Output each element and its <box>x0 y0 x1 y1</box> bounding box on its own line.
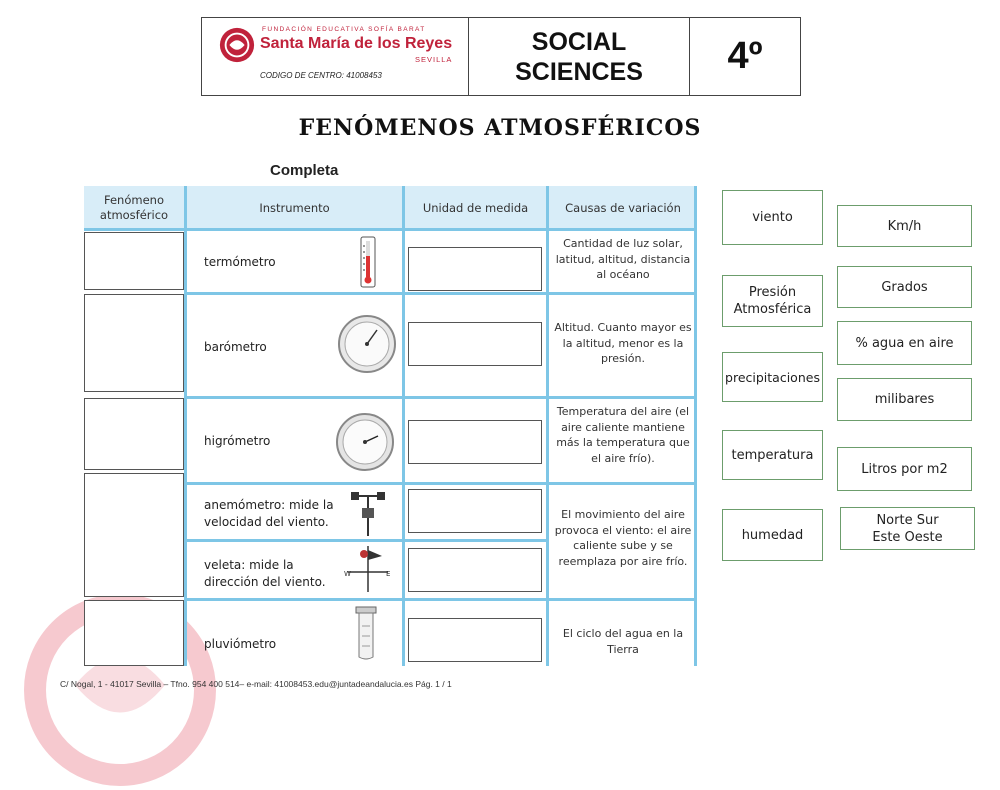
anemometer-icon <box>349 486 387 538</box>
instrument-label: veleta: mide la dirección del viento. <box>204 558 326 589</box>
cause-text: El movimiento del aire provoca el viento: el aire caliente sube y se reemplaza por aire frío. <box>554 508 692 568</box>
phenomena-table <box>84 186 697 666</box>
header-unit: Unidad de medida <box>405 186 549 230</box>
phenomenon-word-temperatura[interactable]: temperatura <box>722 430 823 480</box>
table-divider <box>694 186 697 666</box>
unit-word-agua[interactable]: % agua en aire <box>837 321 972 365</box>
hygrometer-icon <box>334 412 396 472</box>
phenomenon-answer-box[interactable] <box>84 473 184 597</box>
unit-answer-box[interactable] <box>408 322 542 366</box>
phenomenon-word-presion[interactable]: Presión Atmosférica <box>722 275 823 327</box>
foundation-name: FUNDACIÓN EDUCATIVA SOFÍA BARAT <box>262 26 426 33</box>
table-divider <box>184 186 187 666</box>
subject-name: SOCIAL SCIENCES <box>515 27 643 86</box>
table-divider <box>187 396 697 399</box>
page-footer: C/ Nogal, 1 - 41017 Sevilla – Tfno. 954 400 514– e-mail: 41008453.edu@juntadeandalucia.es Pág. 1 / 1 <box>60 679 452 689</box>
school-code: CODIGO DE CENTRO: 41008453 <box>260 71 382 80</box>
phenomenon-answer-box[interactable] <box>84 232 184 290</box>
weathervane-icon <box>342 544 394 594</box>
unit-word-milibares[interactable]: milibares <box>837 378 972 421</box>
instruction-label: Completa <box>270 162 339 179</box>
unit-word-kmh[interactable]: Km/h <box>837 205 972 247</box>
school-logo-icon <box>218 26 256 64</box>
unit-word-litros[interactable]: Litros por m2 <box>837 447 972 491</box>
unit-answer-box[interactable] <box>408 247 542 291</box>
instrument-label: pluviómetro <box>204 637 277 651</box>
svg-text:E: E <box>386 570 391 578</box>
school-city: SEVILLA <box>415 55 453 64</box>
unit-word-direcciones[interactable] <box>840 507 975 550</box>
grade-cell <box>690 18 800 95</box>
barometer-icon <box>337 314 397 374</box>
instrument-label: higrómetro <box>204 434 271 448</box>
rain-gauge-icon <box>354 606 378 662</box>
table-divider <box>187 292 697 295</box>
school-name: Santa María de los Reyes <box>260 35 453 52</box>
table-divider <box>187 598 697 601</box>
document-header <box>201 17 801 96</box>
table-divider <box>84 228 697 231</box>
cause-text: Altitud. Cuanto mayor es la altitud, menor es la presión. <box>554 321 692 365</box>
unit-answer-box[interactable] <box>408 420 542 464</box>
cause-text: Temperatura del aire (el aire caliente mantiene más la temperatura que el aire frío). <box>556 405 690 465</box>
phenomenon-answer-box[interactable] <box>84 294 184 392</box>
table-divider <box>546 186 549 666</box>
unit-word-direcciones-label: Norte Sur Este Oeste <box>872 512 943 545</box>
page-title: FENÓMENOS ATMOSFÉRICOS <box>298 115 702 141</box>
cause-text: El ciclo del agua en la Tierra <box>562 627 684 656</box>
phenomenon-answer-box[interactable] <box>84 398 184 470</box>
header-causes: Causas de variación <box>549 186 697 230</box>
subject-cell <box>469 18 690 95</box>
phenomenon-word-precipitaciones[interactable]: precipitaciones <box>722 352 823 402</box>
svg-text:W: W <box>344 570 351 578</box>
cause-text: Cantidad de luz solar, latitud, altitud, distancia al océano <box>555 237 691 281</box>
header-instrument: Instrumento <box>187 186 405 230</box>
grade-label: 4º <box>727 35 763 77</box>
header-phenomenon: Fenómeno atmosférico <box>84 186 187 230</box>
thermometer-icon <box>359 236 377 288</box>
phenomenon-word-viento[interactable]: viento <box>722 190 823 245</box>
table-divider <box>187 539 549 542</box>
unit-word-grados[interactable]: Grados <box>837 266 972 308</box>
instrument-label: termómetro <box>204 255 276 269</box>
unit-answer-box[interactable] <box>408 548 542 592</box>
school-logo-cell <box>202 18 469 95</box>
phenomenon-answer-box[interactable] <box>84 600 184 666</box>
unit-answer-box[interactable] <box>408 618 542 662</box>
instrument-label: barómetro <box>204 340 267 354</box>
phenomenon-word-humedad[interactable]: humedad <box>722 509 823 561</box>
table-divider <box>187 482 697 485</box>
table-divider <box>402 186 405 666</box>
instrument-label: anemómetro: mide la velocidad del viento. <box>204 498 334 529</box>
unit-answer-box[interactable] <box>408 489 542 533</box>
